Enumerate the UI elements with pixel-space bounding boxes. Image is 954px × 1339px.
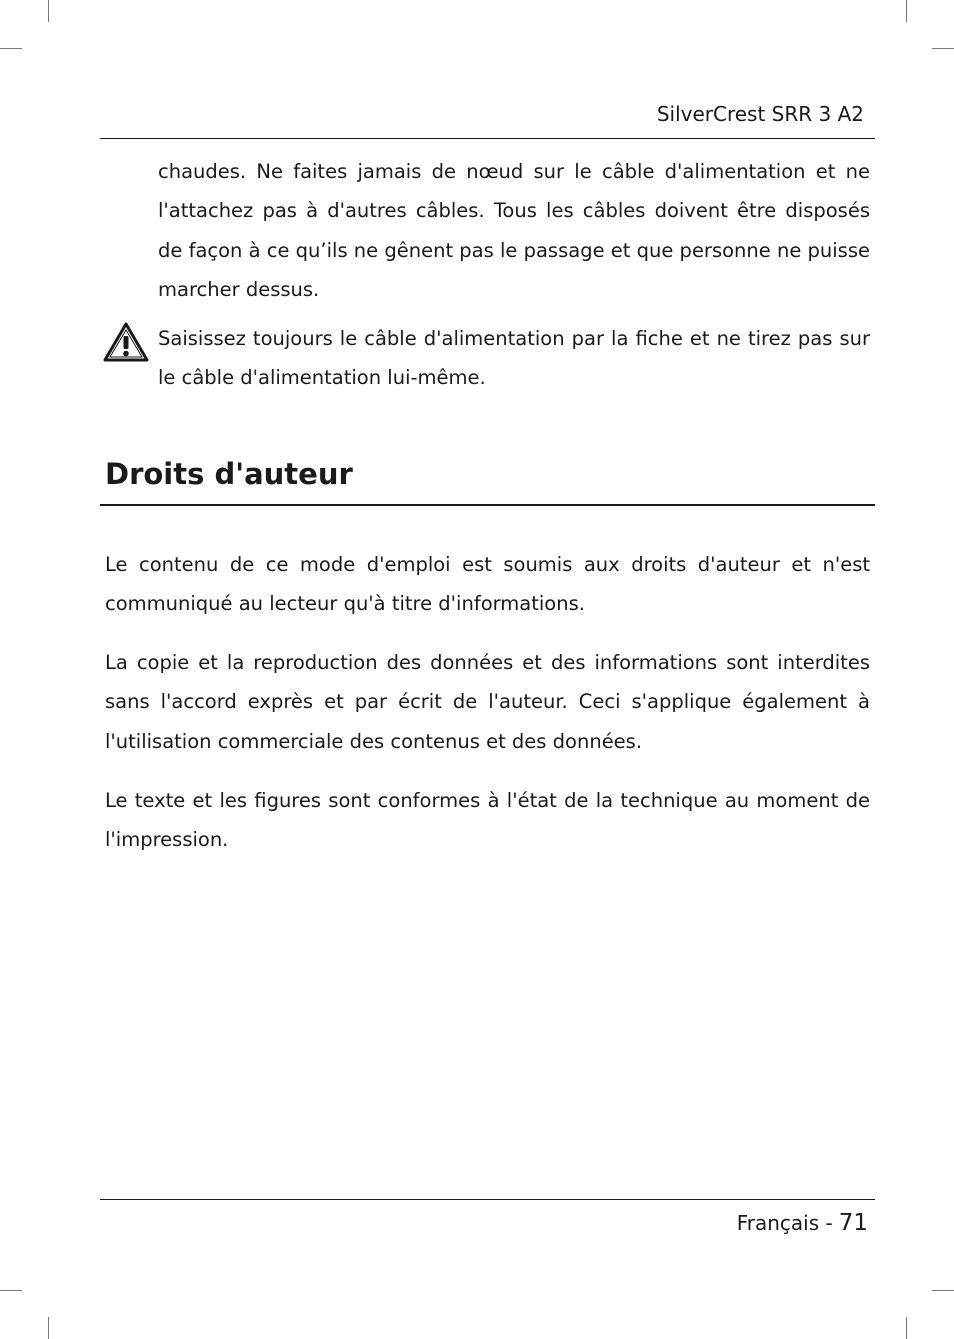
crop-mark-bottom-left-vertical	[48, 1317, 49, 1339]
header-title: SilverCrest SRR 3 A2	[656, 102, 864, 126]
paragraph-copy-restriction: La copie et la reproduction des données et des informations sont interdites sans l'accord exprès et par écrit de l'auteur. Ceci s'applique également à l'utilisation commerciale des contenus et des données.	[105, 651, 870, 753]
paragraph-copyright-content: Le contenu de ce mode d'emploi est soumis aux droits d'auteur et n'est communiqué au lecteur qu'à titre d'informations.	[105, 553, 870, 616]
crop-mark-top-right-horizontal	[932, 48, 954, 49]
footer-rule	[100, 1199, 875, 1200]
crop-mark-top-right-vertical	[906, 0, 907, 22]
crop-mark-bottom-left-horizontal	[0, 1290, 22, 1291]
crop-mark-top-left-horizontal	[0, 48, 22, 49]
crop-mark-top-left-vertical	[48, 0, 49, 22]
crop-mark-bottom-right-horizontal	[932, 1290, 954, 1291]
header-rule	[100, 138, 875, 139]
paragraph-technical-state: Le texte et les figures sont conformes à l'état de la technique au moment de l'impression.	[105, 789, 870, 852]
crop-mark-bottom-right-vertical	[906, 1317, 907, 1339]
footer-language: Français -	[736, 1211, 833, 1235]
section-rule	[100, 504, 875, 506]
footer	[737, 1206, 868, 1240]
page-number: 71	[838, 1210, 868, 1236]
section-heading: Droits d'auteur	[105, 457, 353, 491]
warning-triangle-icon	[102, 321, 150, 363]
warning-text: Saisissez toujours le câble d'alimentation par la fiche et ne tirez pas sur le câble d'alimentation lui-même.	[158, 327, 870, 390]
continuation-paragraph: chaudes. Ne faites jamais de nœud sur le câble d'alimentation et ne l'attachez pas à d'autres câbles. Tous les câbles doivent être disposés de façon à ce qu’ils ne gênent pas le passage et que personne ne puisse marcher dessus.	[158, 160, 870, 301]
